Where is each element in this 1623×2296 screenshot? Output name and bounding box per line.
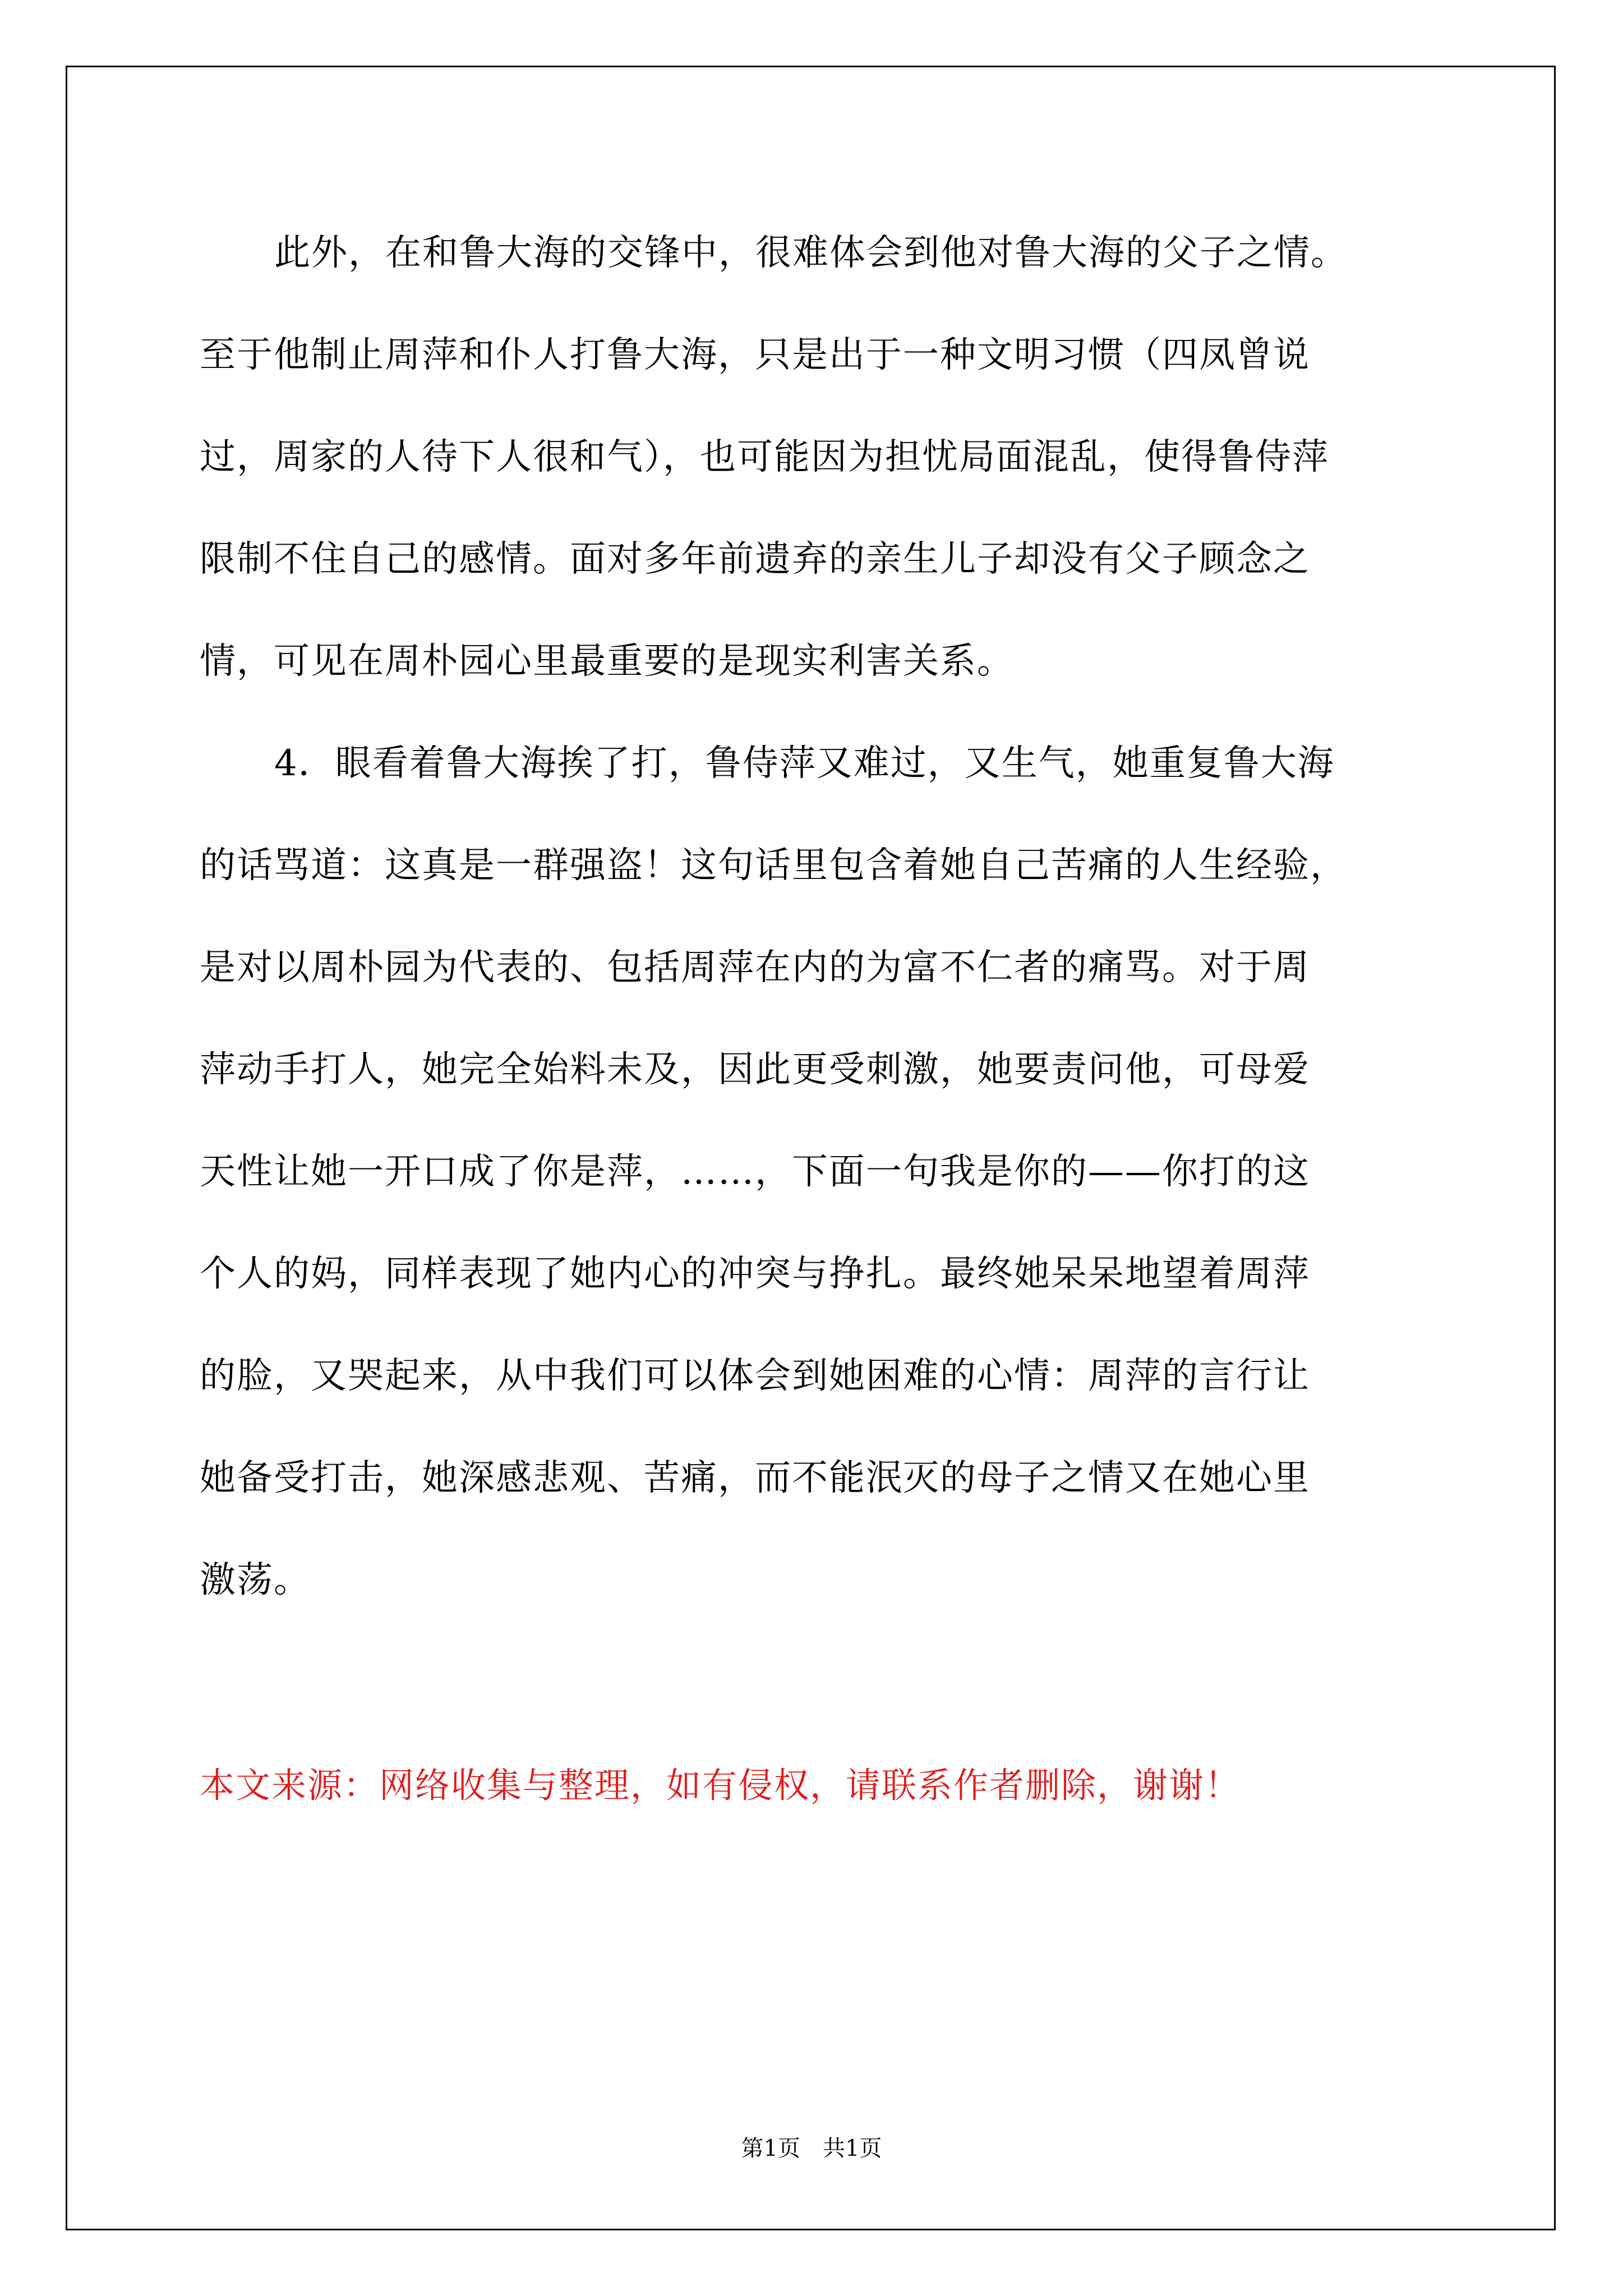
page-footer [0, 2132, 1623, 2165]
text-line: 过，周家的人待下人很和气），也可能因为担忧局面混乱，使得鲁侍萍 [200, 436, 1329, 478]
text-line: 的脸，又哭起来，从中我们可以体会到她困难的心情：周萍的言行让 [200, 1355, 1310, 1397]
text-line: 此外，在和鲁大海的交锋中，很难体会到他对鲁大海的父子之情。 [274, 232, 1348, 274]
page-number-total: 共1页 [823, 2136, 882, 2161]
paragraph-1 [200, 218, 1422, 728]
text-line: 的话骂道：这真是一群强盗！这句话里包含着她自己苦痛的人生经验， [200, 845, 1347, 886]
text-line: 限制不住自己的感情。面对多年前遗弃的亲生儿子却没有父子顾念之 [200, 539, 1310, 580]
spacer [200, 1647, 1422, 1749]
text-line: 天性让她一开口成了你是萍，……，下面一句我是你的——你打的这 [200, 1151, 1310, 1193]
text-line: 情，可见在周朴园心里最重要的是现实利害关系。 [200, 641, 1014, 682]
page-number-current: 第1页 [741, 2136, 800, 2161]
document-body [200, 218, 1422, 1822]
text-line: 她备受打击，她深感悲观、苦痛，而不能泯灭的母子之情又在她心里 [200, 1457, 1310, 1499]
source-note: 本文来源：网络收集与整理，如有侵权，请联系作者删除，谢谢！ [200, 1765, 1241, 1806]
text-line: 是对以周朴园为代表的、包括周萍在内的为富不仁者的痛骂。对于周 [200, 947, 1310, 988]
text-line: 至于他制止周萍和仆人打鲁大海，只是出于一种文明习惯（四凤曾说 [200, 334, 1310, 376]
paragraph-2 [200, 728, 1422, 1647]
text-line: 激荡。 [200, 1559, 311, 1601]
text-line: 4．眼看着鲁大海挨了打，鲁侍萍又难过，又生气，她重复鲁大海 [274, 743, 1335, 784]
text-line: 萍动手打人，她完全始料未及，因此更受刺激，她要责问他，可母爱 [200, 1049, 1310, 1091]
text-line: 个人的妈，同样表现了她内心的冲突与挣扎。最终她呆呆地望着周萍 [200, 1253, 1310, 1295]
